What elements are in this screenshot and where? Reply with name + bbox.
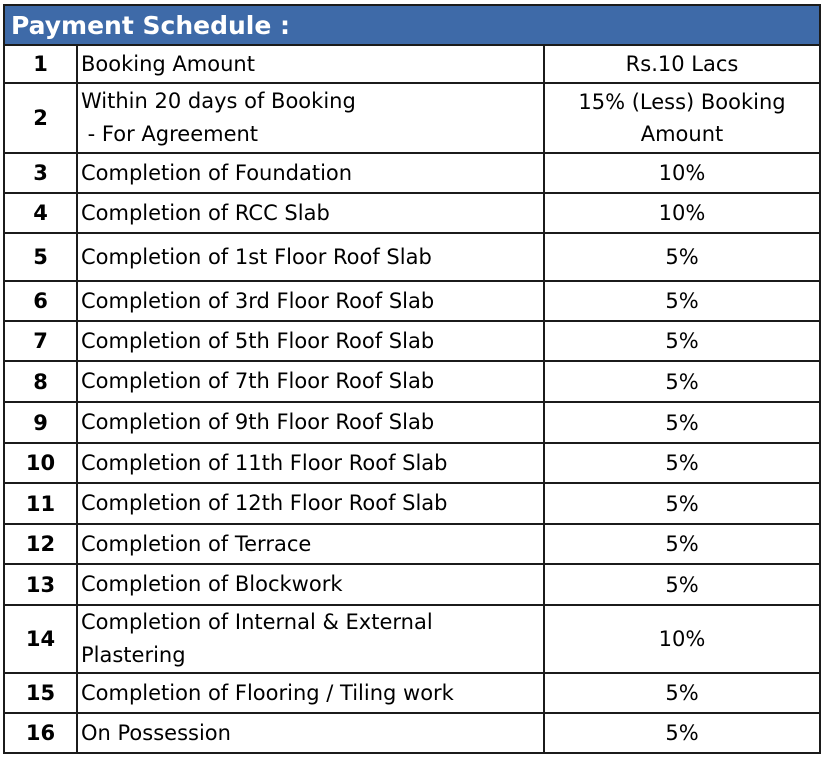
table-row xyxy=(4,45,820,83)
payment-amount xyxy=(544,153,820,193)
row-number: 10 xyxy=(4,443,77,483)
stage-description xyxy=(77,83,544,153)
stage-description-line: Within 20 days of Booking xyxy=(81,89,356,113)
stage-description-line: Completion of 9th Floor Roof Slab xyxy=(81,410,435,434)
table-row xyxy=(4,193,820,233)
stage-description xyxy=(77,673,544,713)
stage-description-line: On Possession xyxy=(81,720,231,745)
payment-amount-line: 10% xyxy=(658,201,706,225)
stage-description-line: Completion of Blockwork xyxy=(81,572,343,596)
stage-description xyxy=(77,443,544,483)
row-number: 3 xyxy=(4,153,77,193)
row-number: 7 xyxy=(4,321,77,361)
stage-description xyxy=(77,45,544,83)
payment-amount-line: 5% xyxy=(665,491,699,516)
payment-amount-line: 10% xyxy=(658,161,706,185)
payment-amount xyxy=(544,673,820,713)
payment-amount xyxy=(544,605,820,673)
stage-description-line: - For Agreement xyxy=(81,122,259,146)
stage-description xyxy=(77,361,544,402)
row-number: 16 xyxy=(4,713,77,753)
payment-amount-line: 5% xyxy=(665,410,699,435)
table-row xyxy=(4,233,820,281)
stage-description-line: Completion of 7th Floor Roof Slab xyxy=(81,369,435,393)
table-row xyxy=(4,673,820,713)
stage-description xyxy=(77,402,544,443)
payment-amount-line: 5% xyxy=(665,245,699,269)
stage-description-line: Plastering xyxy=(81,643,186,667)
stage-description-line: Completion of Flooring / Tiling work xyxy=(81,680,454,705)
payment-amount-line: Amount xyxy=(640,122,724,146)
table-row xyxy=(4,713,820,753)
stage-description-line: Booking Amount xyxy=(81,51,255,76)
table-row xyxy=(4,402,820,443)
stage-description xyxy=(77,483,544,524)
row-number: 2 xyxy=(4,83,77,153)
table-row xyxy=(4,483,820,524)
stage-description xyxy=(77,281,544,321)
payment-amount-line: 5% xyxy=(665,681,699,705)
payment-schedule-table xyxy=(3,44,821,754)
stage-description xyxy=(77,233,544,281)
row-number: 5 xyxy=(4,233,77,281)
stage-description xyxy=(77,564,544,605)
table-row xyxy=(4,564,820,605)
payment-amount xyxy=(544,361,820,402)
stage-description-line: Completion of 12th Floor Roof Slab xyxy=(81,491,448,515)
row-number: 14 xyxy=(4,605,77,673)
table-row xyxy=(4,443,820,483)
payment-amount xyxy=(544,483,820,524)
row-number: 13 xyxy=(4,564,77,605)
stage-description-line: Completion of 1st Floor Roof Slab xyxy=(81,244,432,269)
payment-amount xyxy=(544,233,820,281)
stage-description xyxy=(77,524,544,564)
stage-description-line: Completion of Foundation xyxy=(81,160,353,185)
payment-amount xyxy=(544,321,820,361)
payment-amount-line: 5% xyxy=(665,289,699,313)
table-row xyxy=(4,153,820,193)
payment-amount-line: 15% (Less) Booking xyxy=(578,90,786,114)
payment-amount-line: 10% xyxy=(658,627,706,651)
stage-description-line: Completion of 5th Floor Roof Slab xyxy=(81,328,435,353)
payment-amount xyxy=(544,193,820,233)
stage-description-line: Completion of Terrace xyxy=(81,531,312,556)
payment-amount xyxy=(544,713,820,753)
stage-description xyxy=(77,713,544,753)
table-row xyxy=(4,361,820,402)
row-number: 6 xyxy=(4,281,77,321)
stage-description xyxy=(77,321,544,361)
payment-amount-line: 5% xyxy=(665,572,699,597)
page-title: Payment Schedule : xyxy=(3,4,821,44)
table-row xyxy=(4,321,820,361)
payment-amount xyxy=(544,402,820,443)
payment-amount-line: Rs.10 Lacs xyxy=(625,52,739,76)
payment-amount xyxy=(544,564,820,605)
payment-amount xyxy=(544,83,820,153)
stage-description-line: Completion of Internal & External xyxy=(81,610,433,634)
row-number: 11 xyxy=(4,483,77,524)
table-row xyxy=(4,524,820,564)
row-number: 1 xyxy=(4,45,77,83)
stage-description xyxy=(77,605,544,673)
table-row xyxy=(4,281,820,321)
row-number: 8 xyxy=(4,361,77,402)
stage-description xyxy=(77,193,544,233)
payment-amount xyxy=(544,281,820,321)
payment-amount-line: 5% xyxy=(665,721,699,745)
stage-description-line: Completion of RCC Slab xyxy=(81,200,330,225)
row-number: 4 xyxy=(4,193,77,233)
row-number: 15 xyxy=(4,673,77,713)
stage-description xyxy=(77,153,544,193)
payment-schedule-sheet xyxy=(3,4,821,754)
table-row xyxy=(4,605,820,673)
payment-amount-line: 5% xyxy=(665,451,699,475)
payment-amount xyxy=(544,45,820,83)
payment-amount-line: 5% xyxy=(665,532,699,556)
payment-amount xyxy=(544,443,820,483)
payment-amount-line: 5% xyxy=(665,369,699,394)
row-number: 12 xyxy=(4,524,77,564)
payment-amount-line: 5% xyxy=(665,329,699,353)
payment-amount xyxy=(544,524,820,564)
table-row xyxy=(4,83,820,153)
stage-description-line: Completion of 3rd Floor Roof Slab xyxy=(81,288,435,313)
row-number: 9 xyxy=(4,402,77,443)
stage-description-line: Completion of 11th Floor Roof Slab xyxy=(81,450,448,475)
